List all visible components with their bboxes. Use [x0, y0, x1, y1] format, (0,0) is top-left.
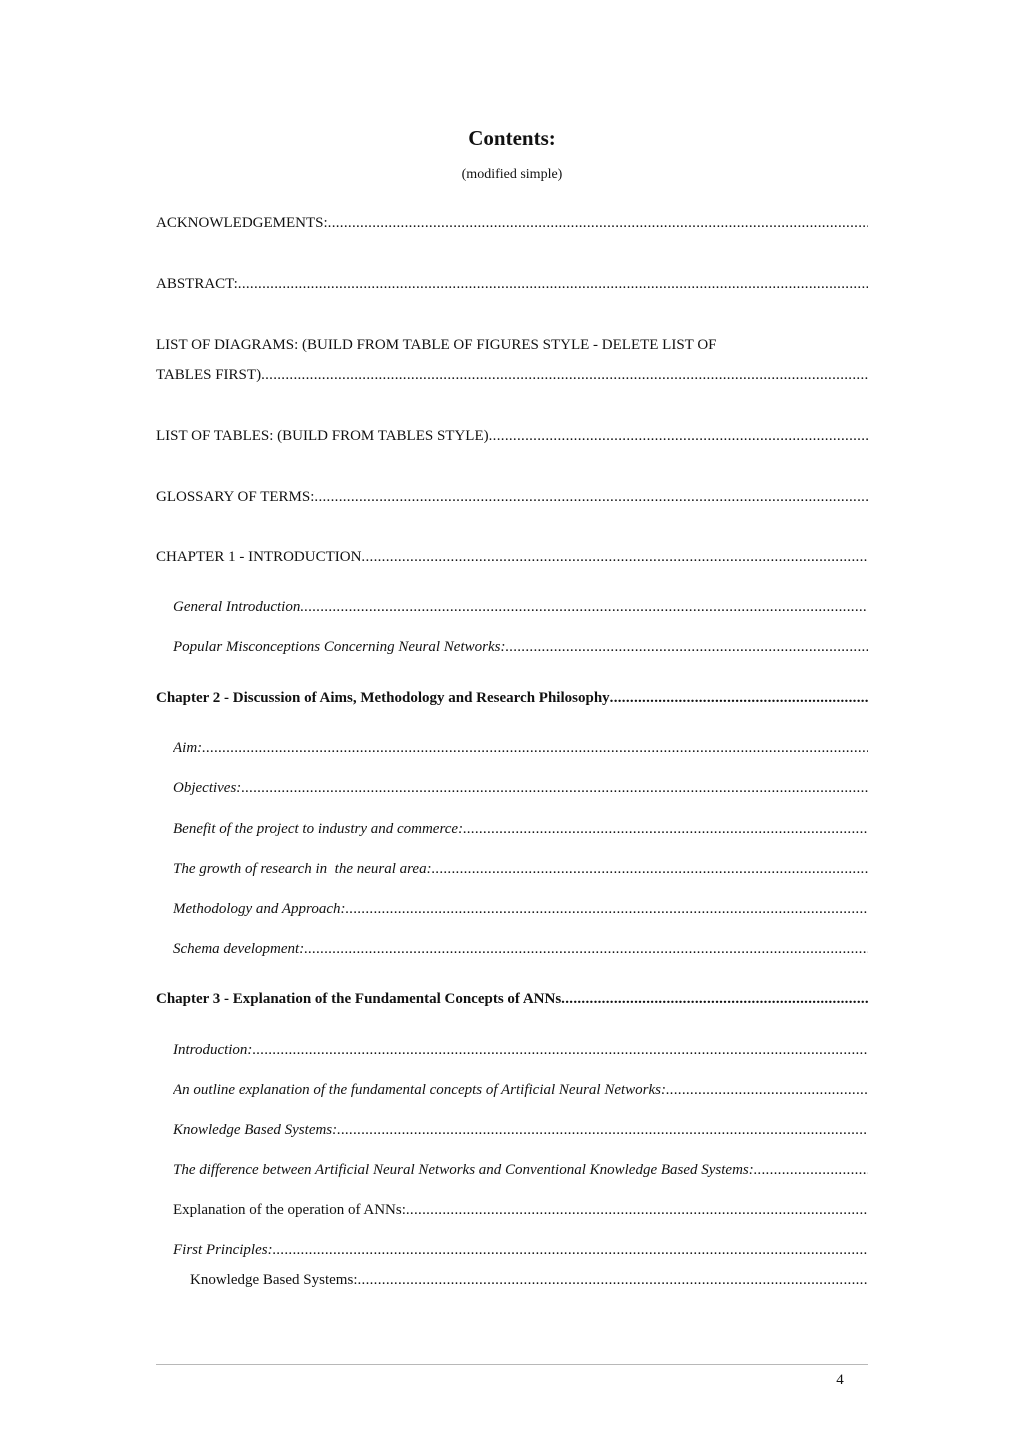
toc-entry-introduction[interactable] [173, 1040, 868, 1060]
toc-entry-chapter-3[interactable] [156, 989, 868, 1009]
dot-leader [328, 213, 868, 233]
toc-entry-popular-misconceptions[interactable] [173, 637, 868, 657]
dot-leader [561, 989, 868, 1009]
page-number: 4 [836, 1372, 844, 1388]
toc-entry-schema-development[interactable] [173, 939, 868, 959]
toc-entry-label: The growth of research in the neural area: [173, 861, 432, 877]
toc-entry-benefit[interactable] [173, 819, 868, 839]
toc-entry-outline-explanation[interactable] [173, 1080, 868, 1100]
dot-leader [202, 738, 868, 758]
toc-entry-label: ABSTRACT: [156, 276, 238, 292]
page-title: Contents: [468, 126, 556, 150]
toc-entry-list-of-diagrams[interactable] [156, 335, 868, 385]
footer-divider [156, 1364, 868, 1365]
dot-leader [666, 1080, 868, 1100]
dot-leader [610, 688, 868, 708]
dot-leader [406, 1200, 868, 1220]
toc-entry-label-line2: TABLES FIRST) [156, 367, 262, 383]
toc-entry-knowledge-based-systems[interactable] [173, 1120, 868, 1140]
toc-entry-label: Chapter 2 - Discussion of Aims, Methodology and Research Philosophy [156, 690, 610, 706]
dot-leader [432, 859, 868, 879]
toc-entry-label: General Introduction [173, 599, 301, 615]
dot-leader [345, 899, 868, 919]
toc-entry-difference[interactable] [173, 1160, 868, 1180]
toc-entry-methodology[interactable] [173, 899, 868, 919]
toc-entry-operation-of-anns[interactable] [173, 1200, 868, 1220]
dot-leader [337, 1120, 868, 1140]
toc-entry-label: LIST OF TABLES: (BUILD FROM TABLES STYLE) [156, 428, 489, 444]
toc-entry-label: Schema development: [173, 941, 305, 957]
dot-leader [261, 365, 868, 385]
toc-entry-label: Explanation of the operation of ANNs: [173, 1202, 406, 1218]
page-subtitle: (modified simple) [461, 167, 563, 182]
toc-entry-chapter-1[interactable] [156, 547, 868, 567]
dot-leader [357, 1270, 868, 1290]
toc-entry-label: CHAPTER 1 - INTRODUCTION [156, 549, 362, 565]
toc-entry-label: Popular Misconceptions Concerning Neural Networks: [173, 639, 506, 655]
dot-leader [489, 426, 868, 446]
toc-entry-label: Knowledge Based Systems: [173, 1122, 338, 1138]
dot-leader [463, 819, 868, 839]
dot-leader [304, 939, 868, 959]
dot-leader [754, 1160, 868, 1180]
dot-leader [273, 1240, 868, 1260]
dot-leader [238, 274, 868, 294]
toc-entry-label: Aim: [173, 740, 203, 756]
toc-entry-list-of-tables[interactable] [156, 426, 868, 446]
toc-entry-first-principles[interactable] [173, 1240, 868, 1260]
toc-entry-general-introduction[interactable] [173, 597, 868, 617]
toc-entry-label: An outline explanation of the fundamental concepts of Artificial Neural Networks: [173, 1082, 666, 1098]
toc-entry-abstract[interactable] [156, 274, 868, 294]
toc-entry-acknowledgements[interactable] [156, 213, 868, 233]
dot-leader [300, 597, 868, 617]
toc-entry-objectives[interactable] [173, 778, 868, 798]
toc-entry-glossary[interactable] [156, 487, 868, 507]
toc-entry-label: The difference between Artificial Neural Networks and Conventional Knowledge Based Systems: [173, 1162, 754, 1178]
toc-entry-knowledge-based-systems-sub[interactable] [190, 1270, 868, 1290]
toc-entry-label: Introduction: [173, 1042, 253, 1058]
toc-entry-label: Knowledge Based Systems: [190, 1272, 358, 1288]
toc-entry-label: First Principles: [173, 1242, 273, 1258]
toc-entry-label: Benefit of the project to industry and commerce: [173, 821, 464, 837]
dot-leader [361, 547, 868, 567]
toc-entry-label: Methodology and Approach: [173, 901, 346, 917]
dot-leader [252, 1040, 868, 1060]
toc-entry-label: GLOSSARY OF TERMS: [156, 489, 315, 505]
toc-entry-label-line1: LIST OF DIAGRAMS: (BUILD FROM TABLE OF FIGURES STYLE - DELETE LIST OF [156, 337, 717, 353]
dot-leader [241, 778, 868, 798]
toc-entry-chapter-2[interactable] [156, 688, 868, 708]
dot-leader [314, 487, 868, 507]
toc-entry-label: Objectives: [173, 780, 242, 796]
toc-entry-label: Chapter 3 - Explanation of the Fundamental Concepts of ANNs [156, 991, 562, 1007]
toc-entry-label: ACKNOWLEDGEMENTS: [156, 215, 328, 231]
toc-entry-aim[interactable] [173, 738, 868, 758]
dot-leader [505, 637, 868, 657]
toc-entry-growth-of-research[interactable] [173, 859, 868, 879]
